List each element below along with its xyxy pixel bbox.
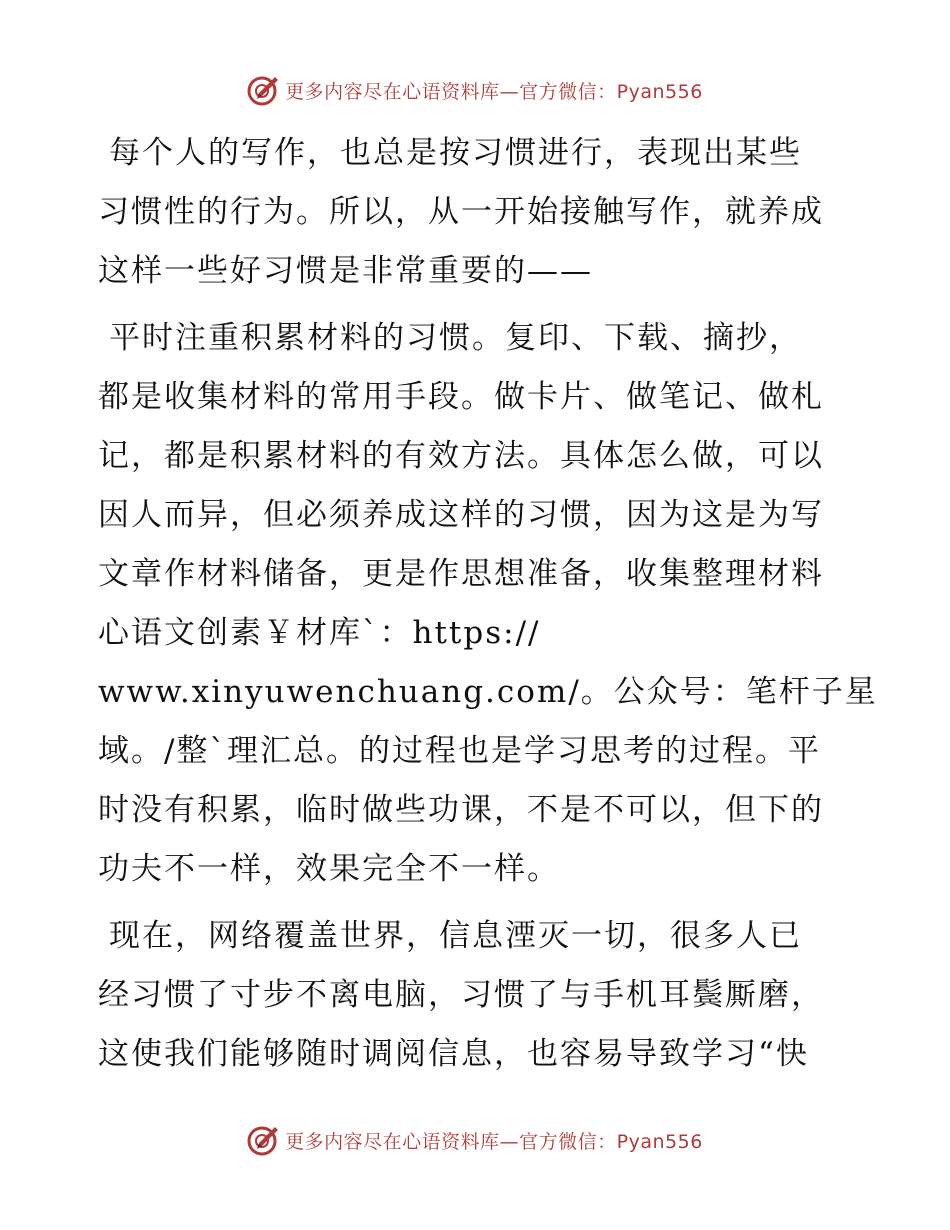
paragraph-line: 习惯性的行为。所以，从一开始接触写作，就养成 [98,194,824,230]
paragraph-3 [98,907,858,1084]
paragraph-line: 记，都是积累材料的有效方法。具体怎么做，可以 [98,438,824,474]
paragraph-line: 平时注重积累材料的习惯。复印、下载、摘抄， [109,320,802,356]
paragraph-line: 每个人的写作，也总是按习惯进行，表现出某些 [109,135,802,171]
paragraph-line: 这样一些好习惯是非常重要的—— [98,253,593,289]
paragraph-line: 都是收集材料的常用手段。做卡片、做笔记、做札 [98,379,824,415]
paragraph-line: 因人而异，但必须养成这样的习惯，因为这是为写 [98,497,824,533]
footer-banner-text: 更多内容尽在心语资料库—官方微信：Pyan556 [285,1130,703,1153]
paragraph-line: www.xinyuwenchuang.com/。公众号：笔杆子星 [98,674,878,710]
header-banner [0,70,950,110]
paragraph-2 [98,309,878,899]
paragraph-line: 功夫不一样，效果完全不一样。 [98,851,560,887]
paragraph-line: 经习惯了寸步不离电脑，习惯了与手机耳鬓厮磨， [98,977,824,1013]
document-body [98,124,878,1092]
paragraph-line: 现在，网络覆盖世界，信息湮灭一切，很多人已 [109,918,802,954]
pen-circle-logo-icon [247,73,281,107]
paragraph-line: 文章作材料储备，更是作思想准备，收集整理材料 [98,556,824,592]
paragraph-line: 这使我们能够随时调阅信息，也容易导致学习“快 [98,1036,809,1072]
paragraph-line: 心语文创素￥材库`：https:// [98,615,541,651]
header-banner-text: 更多内容尽在心语资料库—官方微信：Pyan556 [285,80,703,103]
footer-banner [0,1120,950,1160]
paragraph-line: 域。/整`理汇总。的过程也是学习思考的过程。平 [98,733,821,769]
pen-circle-logo-icon [247,1123,281,1157]
paragraph-line: 时没有积累，临时做些功课，不是不可以，但下的 [98,792,824,828]
paragraph-1 [98,124,858,301]
